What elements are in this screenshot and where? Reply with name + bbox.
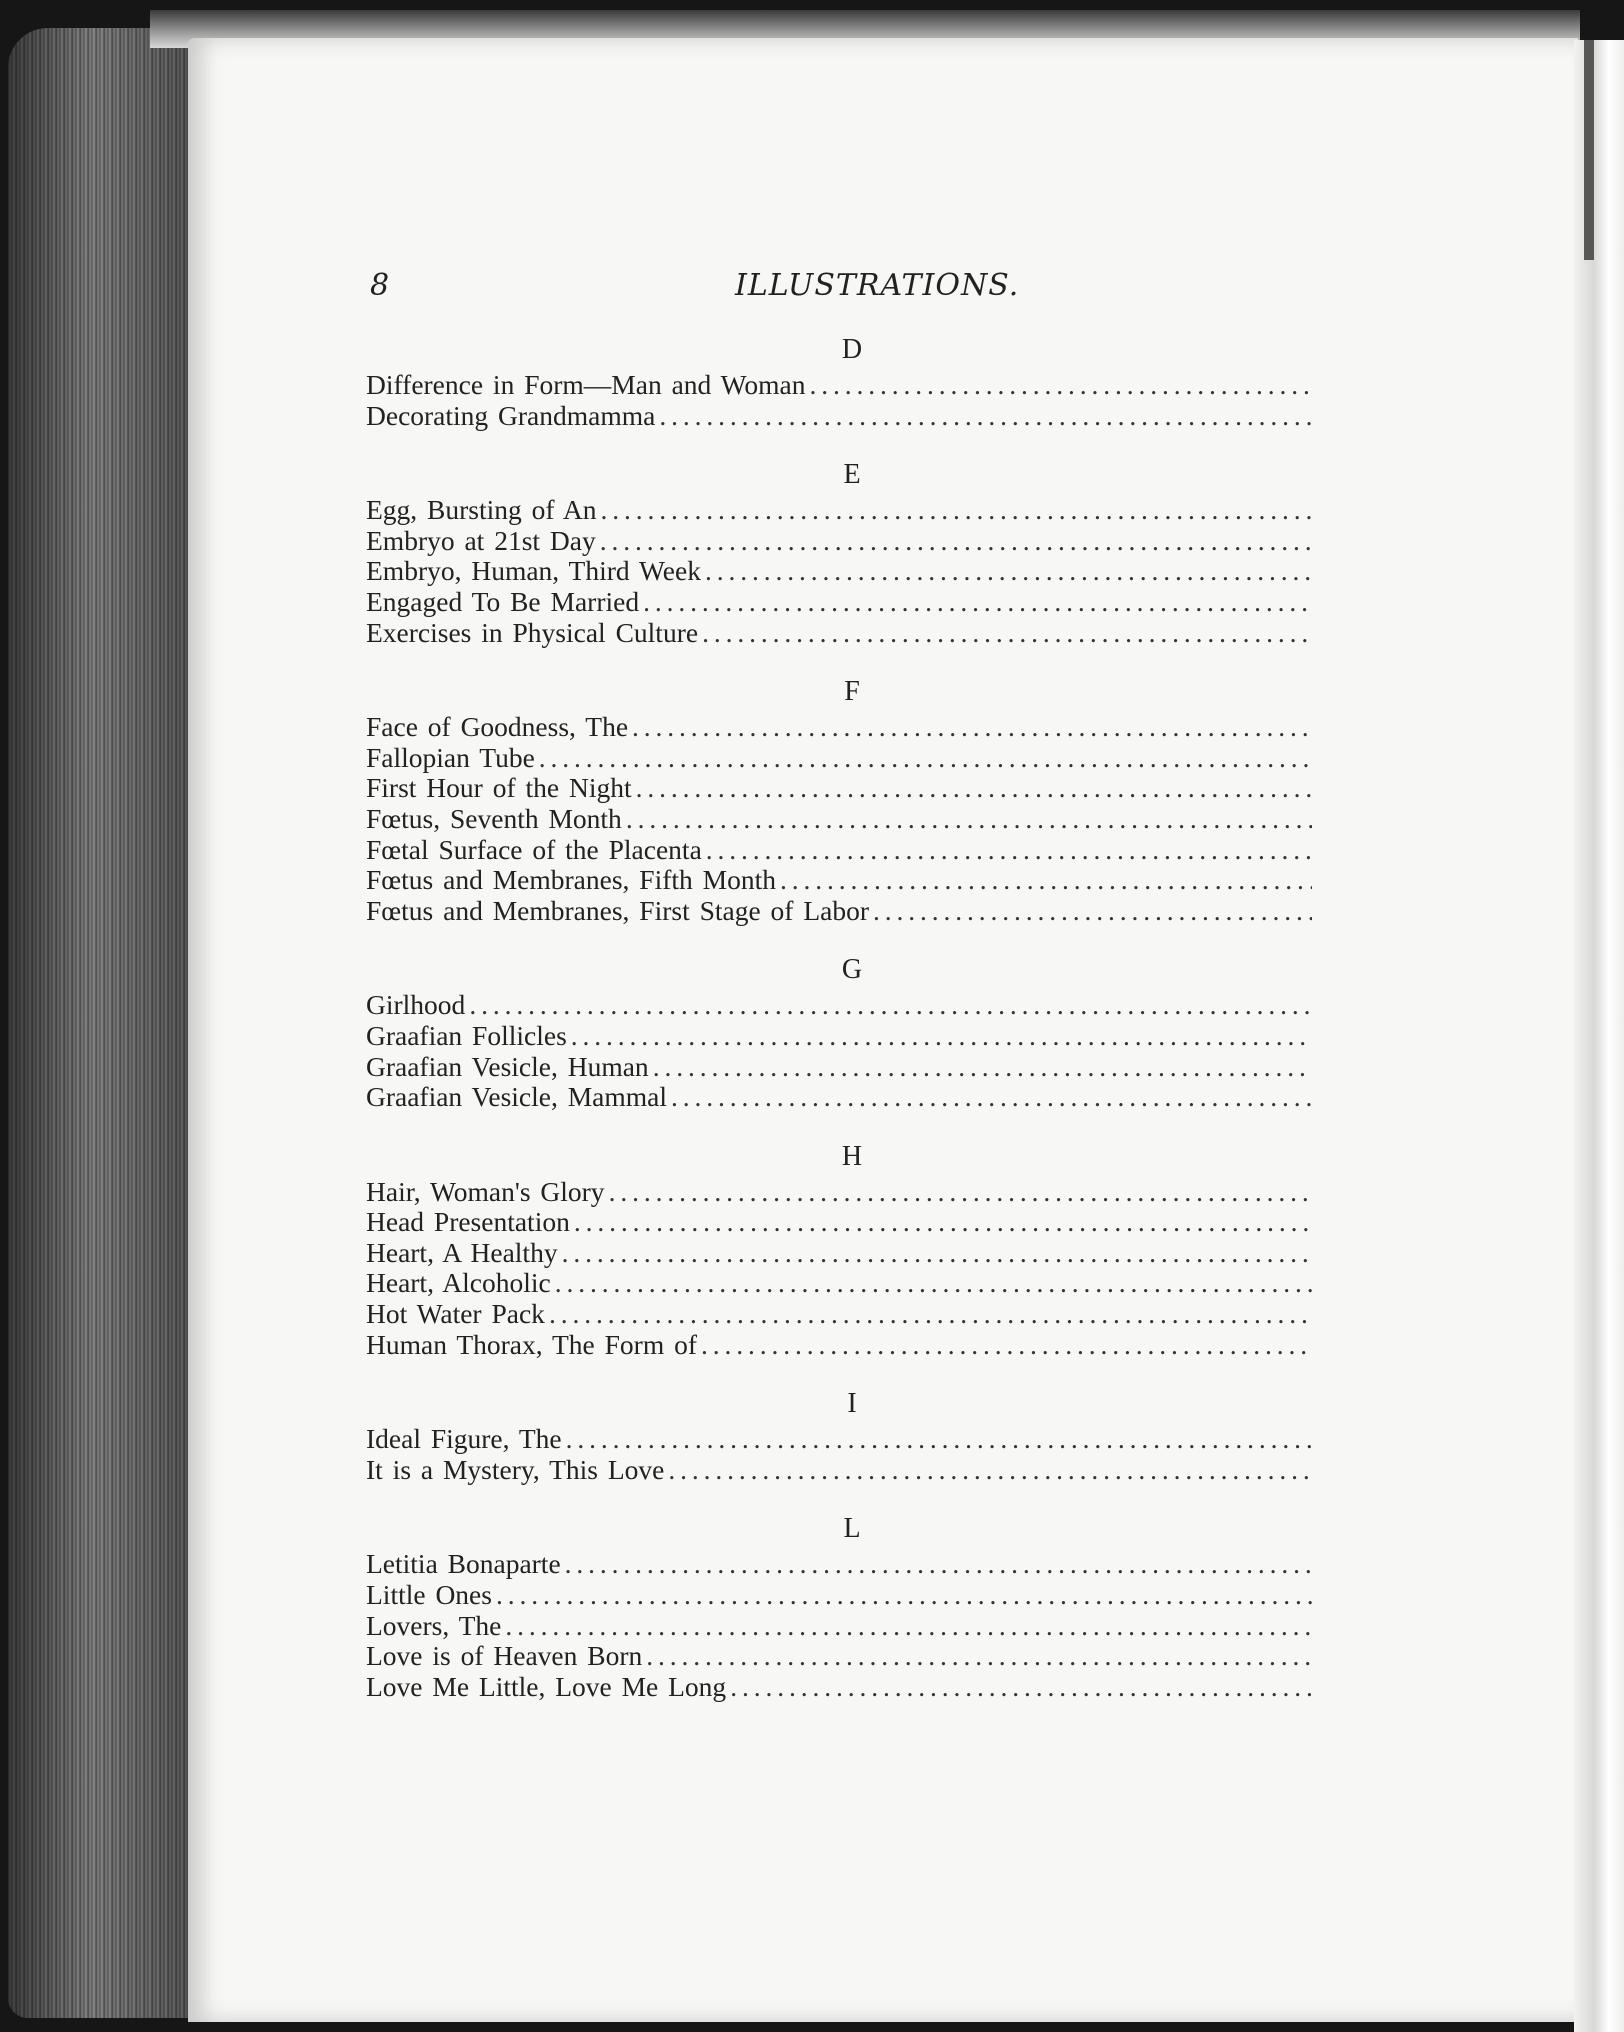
entry-title: Heart, A Healthy: [366, 1237, 558, 1268]
dot-leader: [653, 1052, 1312, 1083]
entry-title: Fœtus and Membranes, First Stage of Labor: [366, 895, 869, 926]
dot-leader: [566, 1424, 1312, 1455]
entry-title: Embryo at 21st Day: [366, 525, 596, 556]
section-letter: L: [843, 1513, 861, 1545]
index-section: [366, 950, 1312, 1112]
entry-title: Ideal Figure, The: [366, 1424, 562, 1455]
entry-title: Fallopian Tube: [366, 742, 535, 773]
index-section: [366, 1137, 1312, 1361]
entry-title: Heart, Alcoholic: [366, 1268, 551, 1299]
index-entry: [366, 896, 1312, 927]
index-entry: [366, 865, 1312, 896]
entry-title: Love is of Heaven Born: [366, 1641, 643, 1672]
dot-leader: [609, 1177, 1312, 1208]
entry-title: Fœtus, Seventh Month: [366, 803, 622, 834]
section-letter: H: [841, 1140, 863, 1172]
index-entry: [366, 1177, 1312, 1208]
page-header: [370, 268, 1310, 312]
index-entry: [366, 618, 1312, 649]
entry-title: Fœtal Surface of the Placenta: [366, 834, 702, 865]
dot-leader: [571, 1021, 1312, 1052]
dot-leader: [600, 526, 1312, 557]
index-entry: [366, 990, 1312, 1021]
dot-leader: [626, 804, 1312, 835]
index-entry: [366, 1641, 1312, 1672]
illustrations-index: [366, 330, 1312, 1726]
index-entry: [366, 1455, 1312, 1486]
index-entry: [366, 1207, 1312, 1238]
section-letter: G: [841, 954, 863, 986]
index-entry: [366, 1052, 1312, 1083]
index-entry: [366, 1238, 1312, 1269]
entry-title: Graafian Vesicle, Human: [366, 1051, 649, 1082]
dot-leader: [701, 1330, 1312, 1361]
dot-leader: [539, 743, 1312, 774]
dot-leader: [469, 990, 1312, 1021]
index-section: [366, 330, 1312, 431]
index-entry: [366, 773, 1312, 804]
dot-leader: [496, 1580, 1312, 1611]
dot-leader: [810, 370, 1313, 401]
page-number: 8: [370, 268, 391, 303]
entry-title: Egg, Bursting of An: [366, 495, 597, 526]
index-entry: [366, 556, 1312, 587]
index-entry: [366, 804, 1312, 835]
entry-title: Love Me Little, Love Me Long: [366, 1671, 727, 1702]
dot-leader: [562, 1238, 1312, 1269]
index-entry: [366, 835, 1312, 866]
index-entry: [366, 1021, 1312, 1052]
index-section: [366, 1384, 1312, 1485]
index-entry: [366, 1549, 1312, 1580]
dot-leader: [565, 1549, 1312, 1580]
entry-title: Engaged To Be Married: [366, 586, 640, 617]
running-head: ILLUSTRATIONS.: [735, 268, 1020, 303]
dot-leader: [601, 495, 1312, 526]
entry-title: Fœtus and Membranes, Fifth Month: [366, 865, 776, 896]
index-section: [366, 672, 1312, 926]
index-entry: [366, 526, 1312, 557]
index-section: [366, 1509, 1312, 1702]
entry-title: Head Presentation: [366, 1207, 570, 1238]
index-entry: [366, 401, 1312, 432]
entry-title: Graafian Vesicle, Mammal: [366, 1082, 668, 1113]
entry-title: Human Thorax, The Form of: [366, 1329, 698, 1360]
dot-leader: [643, 587, 1312, 618]
entry-title: Hair, Woman's Glory: [366, 1176, 605, 1207]
index-entry: [366, 495, 1312, 526]
index-entry: [366, 1268, 1312, 1299]
index-entry: [366, 1424, 1312, 1455]
dot-leader: [780, 865, 1312, 896]
dot-leader: [873, 896, 1312, 927]
entry-title: Decorating Grandmamma: [366, 400, 656, 431]
index-entry: [366, 1672, 1312, 1703]
dot-leader: [668, 1455, 1312, 1486]
entry-title: First Hour of the Night: [366, 773, 632, 804]
dot-leader: [505, 1611, 1312, 1642]
section-letter: I: [847, 1388, 857, 1420]
dot-leader: [549, 1299, 1312, 1330]
section-letter: F: [844, 676, 860, 708]
index-entry: [366, 712, 1312, 743]
dot-leader: [706, 835, 1312, 866]
entry-title: It is a Mystery, This Love: [366, 1454, 665, 1485]
dot-leader: [646, 1641, 1312, 1672]
index-entry: [366, 1580, 1312, 1611]
dot-leader: [671, 1082, 1312, 1113]
dot-leader: [659, 401, 1312, 432]
entry-title: Graafian Follicles: [366, 1020, 567, 1051]
dot-leader: [705, 556, 1312, 587]
index-entry: [366, 1299, 1312, 1330]
entry-title: Face of Goodness, The: [366, 712, 629, 743]
dot-leader: [730, 1672, 1312, 1703]
index-entry: [366, 1330, 1312, 1361]
entry-title: Exercises in Physical Culture: [366, 617, 699, 648]
dot-leader: [555, 1268, 1312, 1299]
entry-title: Letitia Bonaparte: [366, 1549, 561, 1580]
entry-title: Girlhood: [366, 990, 466, 1021]
book-right-edge: [1574, 40, 1624, 2032]
entry-title: Lovers, The: [366, 1610, 502, 1641]
dot-leader: [702, 618, 1312, 649]
dot-leader: [632, 712, 1312, 743]
book-page-edges: [8, 28, 194, 2018]
entry-title: Embryo, Human, Third Week: [366, 556, 701, 587]
entry-title: Hot Water Pack: [366, 1299, 545, 1330]
index-section: [366, 455, 1312, 648]
entry-title: Difference in Form—Man and Woman: [366, 370, 806, 400]
entry-title: Little Ones: [366, 1580, 492, 1611]
section-letter: E: [843, 459, 861, 491]
dot-leader: [574, 1207, 1312, 1238]
index-entry: [366, 743, 1312, 774]
index-entry: [366, 587, 1312, 618]
dot-leader: [636, 773, 1312, 804]
index-entry: [366, 1611, 1312, 1642]
index-entry: [366, 1082, 1312, 1113]
index-entry: [366, 370, 1312, 401]
section-letter: D: [841, 334, 863, 365]
